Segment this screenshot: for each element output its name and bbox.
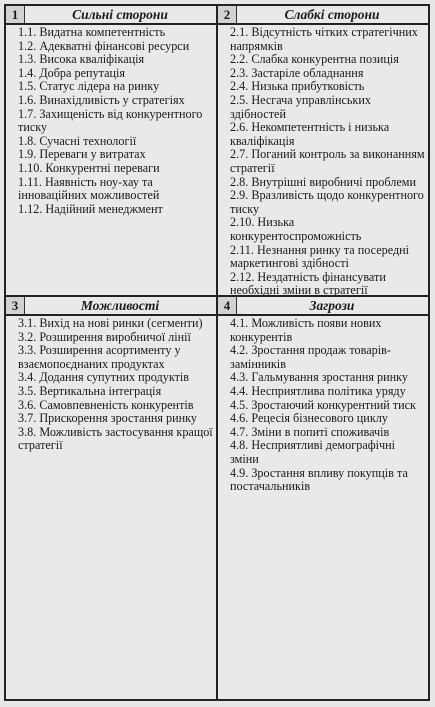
list-item: 1.5. Статус лідера на ринку [18, 79, 160, 94]
list-item: 2.9. Вразливість щодо конкурентного тиску [230, 188, 424, 216]
strengths-quadrant [6, 6, 218, 297]
list-item: 2.3. Застаріле обладнання [230, 65, 364, 80]
list-item: 1.11. Наявність ноу-хау та інноваційних можливостей [18, 174, 160, 203]
list-item: 4.2. Зростання продаж товарів-замінників [230, 343, 391, 371]
quadrant-number: 2 [218, 6, 237, 23]
list-item: 4.3. Гальмування зростання ринку [230, 370, 409, 385]
list-item: 1.3. Висока кваліфікація [18, 52, 145, 67]
list-item: 2.12. Нездатність фінансувати необхідні зміни в стратегії [230, 269, 386, 298]
list-item: 1.9. Переваги у витратах [18, 147, 146, 162]
opportunities-list [6, 316, 216, 453]
list-item: 3.3. Розширення асортименту у взаємопоєднаних продуктах [18, 343, 181, 371]
weaknesses-quadrant [218, 6, 428, 297]
list-item: 3.5. Вертикальна інтеграція [18, 383, 162, 398]
list-item: 2.7. Поганий контроль за виконанням стратегії [230, 147, 425, 175]
list-item: 3.2. Розширення виробничої лінії [18, 329, 191, 344]
list-item: 4.6. Рецесія бізнесового циклу [230, 411, 388, 426]
quadrant-title: Сильні сторони [72, 7, 168, 22]
list-item: 4.1. Можливість появи нових конкурентів [230, 316, 382, 344]
quadrant-number: 4 [218, 297, 237, 314]
weaknesses-list [218, 25, 428, 298]
list-item: 1.2. Адекватні фінансові ресурси [18, 38, 190, 53]
list-item: 2.5. Несгача управлінських здібностей [230, 92, 371, 121]
list-item: 4.8. Несприятливі демографічні зміни [230, 438, 396, 466]
list-item: 2.11. Незнання ринку та посередні маркетингові здібності [230, 242, 410, 271]
list-item: 3.6. Самовпевненість конкурентів [18, 397, 194, 412]
list-item: 1.6. Винахідливість у стратегіях [18, 92, 185, 107]
list-item: 1.4. Добра репутація [18, 65, 126, 80]
list-item: 4.5. Зростаючий конкурентний тиск [230, 397, 416, 412]
list-item: 1.1. Видатна компетентність [18, 25, 166, 39]
list-item: 4.7. Зміни в попиті споживачів [230, 424, 390, 439]
strengths-list [6, 25, 216, 216]
list-item: 4.4. Несприятлива політика уряду [230, 383, 406, 398]
list-item: 3.7. Прискорення зростання ринку [18, 411, 198, 426]
list-item: 1.8. Сучасні технології [18, 133, 137, 148]
swot-table [4, 4, 430, 701]
list-item: 4.9. Зростання впливу покупців та постачальників [230, 465, 408, 494]
list-item: 1.12. Надійний менеджмент [18, 201, 163, 216]
list-item: 1.10. Конкурентні переваги [18, 160, 160, 175]
list-item: 1.7. Захищеність від конкурентного тиску [18, 106, 203, 135]
quadrant-title: Слабкі сторони [284, 7, 380, 22]
quadrant-title: Можливості [80, 298, 160, 313]
list-item: 3.8. Можливість застосування кращої стратегії [18, 424, 213, 453]
quadrant-header [218, 6, 428, 25]
list-item: 2.8. Внутрішні виробничі проблеми [230, 174, 416, 189]
quadrant-title: Загрози [309, 298, 355, 313]
threats-quadrant [218, 297, 428, 699]
list-item: 2.4. Низька прибутковість [230, 79, 365, 94]
list-item: 2.6. Некомпетентність і низька кваліфікація [230, 120, 390, 148]
quadrant-number: 3 [6, 297, 25, 314]
quadrant-number: 1 [6, 6, 25, 23]
list-item: 2.2. Слабка конкурентна позиція [230, 52, 399, 67]
opportunities-quadrant [6, 297, 218, 699]
list-item: 3.4. Додання супутних продуктів [18, 370, 190, 385]
threats-list [218, 316, 428, 494]
list-item: 3.1. Вихід на нові ринки (сегменти) [18, 316, 203, 330]
quadrant-header [6, 297, 216, 316]
list-item: 2.10. Низька конкурентоспроможність [230, 215, 362, 243]
list-item: 2.1. Відсутність чітких стратегічних напрямків [230, 25, 418, 53]
quadrant-header [218, 297, 428, 316]
quadrant-header [6, 6, 216, 25]
